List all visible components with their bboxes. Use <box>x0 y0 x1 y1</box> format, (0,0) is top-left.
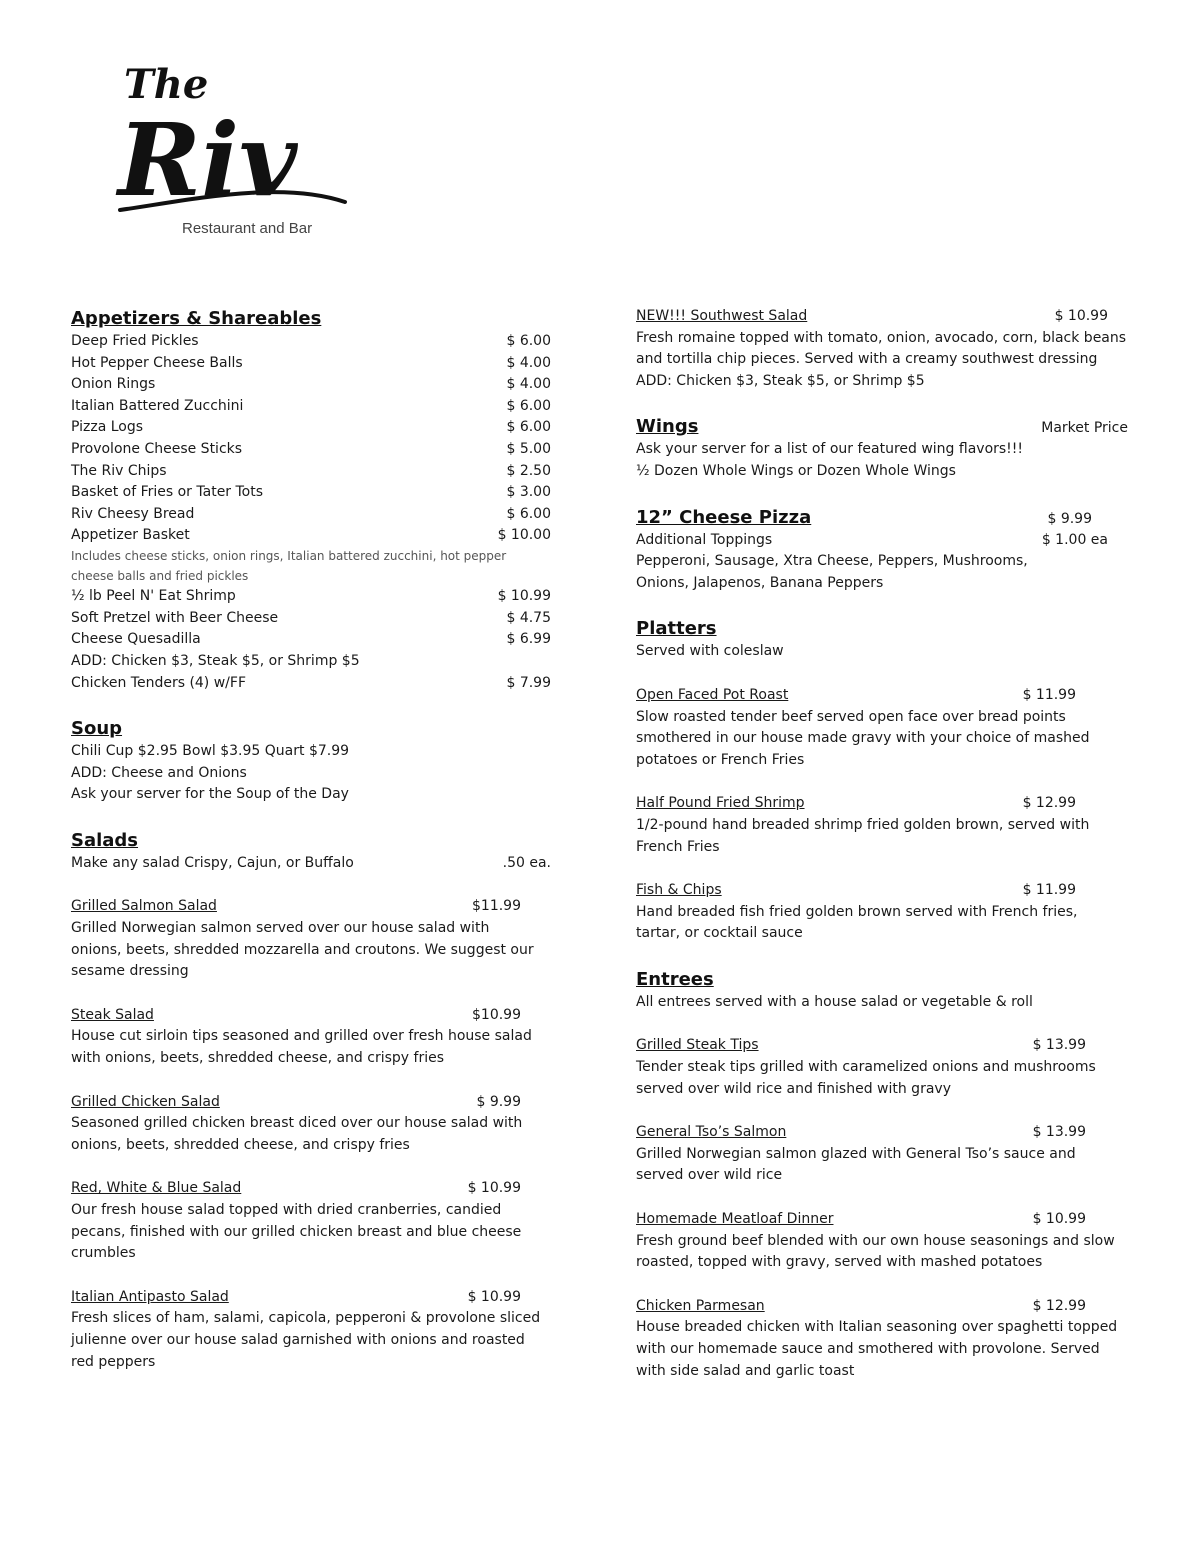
menu-item <box>636 1209 1136 1274</box>
menu-item <box>71 629 551 651</box>
item-name: Onion Rings <box>71 376 156 393</box>
item-name: Pizza Logs <box>71 419 144 436</box>
item-name: Grilled Salmon Salad <box>71 898 217 915</box>
item-name: Hot Pepper Cheese Balls <box>71 354 243 371</box>
soup-section <box>71 716 551 806</box>
logo-riv: Riv <box>118 101 298 219</box>
menu-item <box>71 1287 551 1373</box>
toppings-list: Pepperoni, Sausage, Xtra Cheese, Peppers, Mushrooms, Onions, Jalapenos, Banana Peppers <box>636 553 1028 591</box>
wings-flavors: Ask your server for a list of our featured wing flavors!!! <box>636 441 1024 458</box>
section-title-pizza: 12” Cheese Pizza <box>636 506 812 528</box>
item-name: Cheese Quesadilla <box>71 631 201 648</box>
item-name: Riv Cheesy Bread <box>71 505 195 522</box>
menu-item <box>71 353 551 375</box>
appetizers-list-2 <box>71 586 551 651</box>
item-price: $ 13.99 <box>1032 1037 1086 1054</box>
platters-list <box>636 663 1136 945</box>
item-description: Hand breaded fish fried golden brown served with French fries, tartar, or cocktail sauce <box>636 903 1078 942</box>
item-name: ½ lb Peel N' Eat Shrimp <box>71 588 236 605</box>
right-column <box>636 306 1136 1382</box>
item-price: $ 7.99 <box>506 674 551 691</box>
menu-item <box>71 461 551 483</box>
menu-item <box>71 504 551 526</box>
item-name: Appetizer Basket <box>71 527 190 544</box>
item-name: Half Pound Fried Shrimp <box>636 795 805 812</box>
item-name: General Tso’s Salmon <box>636 1124 787 1141</box>
section-title-platters: Platters <box>636 618 717 640</box>
item-name: Provolone Cheese Sticks <box>71 440 243 457</box>
item-description: 1/2-pound hand breaded shrimp fried golden brown, served with French Fries <box>636 816 1090 855</box>
item-name: Grilled Steak Tips <box>636 1037 759 1054</box>
salad-style-option <box>71 853 551 875</box>
toppings-label: Additional Toppings <box>636 531 773 548</box>
logo-the: The <box>124 61 209 108</box>
southwest-salad <box>636 306 1136 392</box>
section-title-appetizers: Appetizers & Shareables <box>71 308 322 329</box>
menu-item <box>71 331 551 353</box>
logo-tagline: Restaurant and Bar <box>182 220 313 237</box>
item-price: $ 10.99 <box>497 588 551 605</box>
soup-line: Chili Cup $2.95 Bowl $3.95 Quart $7.99 <box>71 743 350 760</box>
item-description: Fresh ground beef blended with our own house seasonings and slow roasted, topped with gravy, served with mashed potatoes <box>636 1232 1115 1271</box>
soup-add: ADD: Cheese and Onions <box>71 764 247 781</box>
item-price: $ 6.00 <box>506 333 551 349</box>
item-price: $ 2.50 <box>506 462 551 479</box>
menu-item <box>71 673 551 695</box>
item-price: $ 11.99 <box>1022 686 1076 703</box>
menu-item <box>71 1178 551 1264</box>
item-name: Homemade Meatloaf Dinner <box>636 1211 834 1228</box>
menu-item <box>636 306 1136 328</box>
item-price: $ 12.99 <box>1022 795 1076 812</box>
item-name: Steak Salad <box>71 1006 154 1023</box>
item-name: Italian Battered Zucchini <box>71 397 244 414</box>
item-name: Red, White & Blue Salad <box>71 1180 242 1197</box>
menu-item <box>636 1296 1136 1382</box>
item-description: House breaded chicken with Italian seasoning over spaghetti topped with our homemade sauce and smothered with provolone. Served with side salad and garlic toast <box>636 1319 1118 1379</box>
menu-item <box>636 1122 1136 1187</box>
restaurant-logo <box>110 50 360 250</box>
item-description: Fresh romaine topped with tomato, onion, avocado, corn, black beans and tortilla chip pieces. Served with a creamy southwest dressing <box>636 329 1127 368</box>
item-price: $ 6.99 <box>506 631 551 648</box>
item-name: Deep Fried Pickles <box>71 333 199 349</box>
item-description: Seasoned grilled chicken breast diced over our house salad with onions, beets, shredded cheese, and crispy fries <box>71 1115 523 1153</box>
section-title-salads: Salads <box>71 829 139 851</box>
item-price: .50 ea. <box>502 854 551 871</box>
platters-section <box>636 616 1136 945</box>
item-name: Open Faced Pot Roast <box>636 686 789 703</box>
item-name: Chicken Tenders (4) w/FF <box>71 674 246 691</box>
item-name: NEW!!! Southwest Salad <box>636 308 808 324</box>
item-price: $10.99 <box>472 1006 521 1023</box>
salads-list <box>71 874 551 1373</box>
item-description: House cut sirloin tips seasoned and grilled over fresh house salad with onions, beets, shredded cheese, and crispy fries <box>71 1028 532 1067</box>
menu-item <box>71 439 551 461</box>
platters-note: Served with coleslaw <box>636 643 784 660</box>
item-price: $ 10.99 <box>1054 308 1108 324</box>
item-price: $ 4.00 <box>506 376 551 393</box>
item-price: $ 3.00 <box>506 484 551 501</box>
item-price: $ 12.99 <box>1032 1297 1086 1314</box>
item-price: $ 6.00 <box>506 397 551 414</box>
item-name: Italian Antipasto Salad <box>71 1288 229 1305</box>
appetizers-section <box>71 306 551 694</box>
item-price: $11.99 <box>472 898 521 915</box>
menu-item <box>636 685 1136 771</box>
wings-price: Market Price <box>1041 420 1128 437</box>
wings-section <box>636 414 1136 482</box>
menu-item <box>71 1005 551 1070</box>
menu-item <box>636 1035 1136 1100</box>
item-description: Fresh slices of ham, salami, capicola, pepperoni & provolone sliced julienne over our house salad garnished with onions and roasted red peppers <box>71 1310 541 1370</box>
item-name: Basket of Fries or Tater Tots <box>71 484 264 501</box>
appetizer-add-note: ADD: Chicken $3, Steak $5, or Shrimp $5 <box>71 652 360 669</box>
menu-item <box>71 396 551 418</box>
item-name: Soft Pretzel with Beer Cheese <box>71 609 279 626</box>
item-description: Grilled Norwegian salmon glazed with General Tso’s sauce and served over wild rice <box>636 1145 1076 1184</box>
menu-item <box>71 608 551 630</box>
menu-item <box>71 586 551 608</box>
toppings-price: $ 1.00 ea <box>1041 531 1108 548</box>
pizza-toppings-row <box>636 530 1136 552</box>
appetizer-basket-note: Includes cheese sticks, onion rings, Italian battered zucchini, hot pepper cheese balls and fried pickles <box>71 548 507 583</box>
item-description: Tender steak tips grilled with caramelized onions and mushrooms served over wild rice and finished with gravy <box>636 1059 1096 1097</box>
item-price: $ 10.00 <box>497 527 551 544</box>
item-description: Grilled Norwegian salmon served over our house salad with onions, beets, shredded mozzarella and croutons. We suggest our sesame dressing <box>71 920 534 980</box>
item-price: $ 13.99 <box>1032 1124 1086 1141</box>
pizza-price: $ 9.99 <box>1047 510 1092 527</box>
wings-sizes: ½ Dozen Whole Wings or Dozen Whole Wings <box>636 462 956 479</box>
menu-item <box>636 793 1136 858</box>
item-price: $ 6.00 <box>506 505 551 522</box>
item-price: $ 10.99 <box>467 1288 521 1305</box>
menu-item <box>71 482 551 504</box>
item-description: Our fresh house salad topped with dried cranberries, candied pecans, finished with our grilled chicken breast and blue cheese crumbles <box>71 1202 522 1262</box>
item-add-note: ADD: Chicken $3, Steak $5, or Shrimp $5 <box>636 372 925 389</box>
menu-item <box>71 374 551 396</box>
item-price: $ 5.00 <box>506 440 551 457</box>
section-title-wings: Wings <box>636 416 699 438</box>
entrees-note: All entrees served with a house salad or vegetable & roll <box>636 993 1033 1010</box>
pizza-section <box>636 505 1136 595</box>
section-title-soup: Soup <box>71 718 123 740</box>
section-title-entrees: Entrees <box>636 968 714 990</box>
item-price: $ 10.99 <box>467 1180 521 1197</box>
left-column <box>71 306 551 1373</box>
item-price: $ 10.99 <box>1032 1211 1086 1228</box>
soup-of-day: Ask your server for the Soup of the Day <box>71 786 349 803</box>
entrees-list <box>636 1013 1136 1382</box>
item-name: The Riv Chips <box>71 462 167 479</box>
item-price: $ 4.75 <box>506 609 551 626</box>
menu-item <box>71 896 551 982</box>
item-description: Slow roasted tender beef served open face over bread points smothered in our house made gravy with your choice of mashed potatoes or French Fries <box>636 708 1090 768</box>
logo-script-mark <box>110 50 360 220</box>
menu-item <box>71 525 551 547</box>
menu-item <box>71 1092 551 1157</box>
item-price: $ 9.99 <box>476 1093 521 1110</box>
entrees-section <box>636 967 1136 1382</box>
menu-item <box>71 417 551 439</box>
item-name: Make any salad Crispy, Cajun, or Buffalo <box>71 854 354 871</box>
item-price: $ 11.99 <box>1022 882 1076 899</box>
item-name: Grilled Chicken Salad <box>71 1093 220 1110</box>
item-name: Chicken Parmesan <box>636 1297 765 1314</box>
salads-section <box>71 828 551 1373</box>
item-name: Fish & Chips <box>636 882 722 899</box>
menu-item <box>636 880 1136 945</box>
item-price: $ 4.00 <box>506 354 551 371</box>
item-price: $ 6.00 <box>506 419 551 436</box>
appetizers-list <box>71 331 551 547</box>
